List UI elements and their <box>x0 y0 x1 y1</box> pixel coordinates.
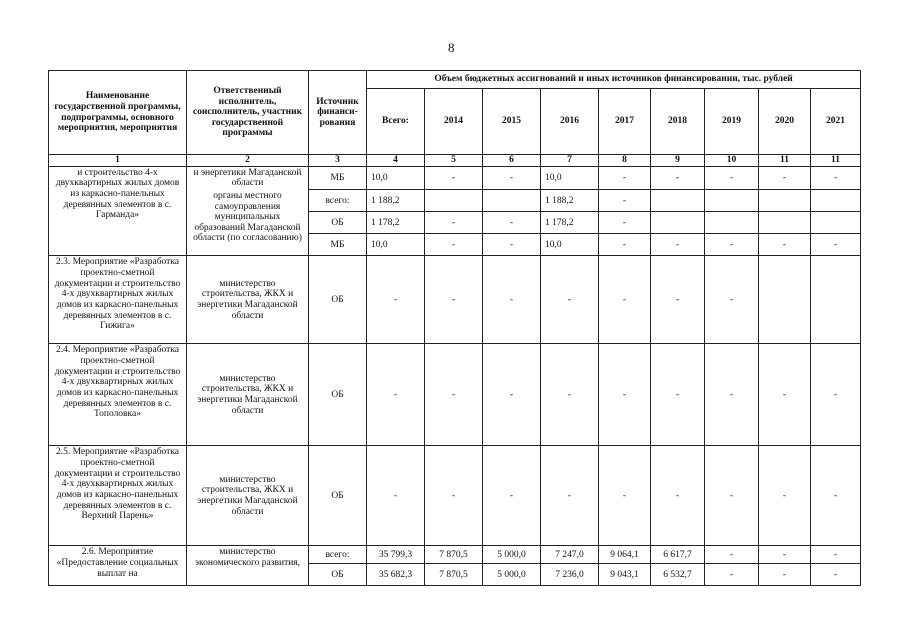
col-number: 3 <box>309 155 367 167</box>
value-cell: - <box>759 166 811 190</box>
value-cell: - <box>425 234 483 256</box>
value-cell: - <box>425 166 483 190</box>
funding-source: МБ <box>309 234 367 256</box>
activity-name: 2.4. Мероприятие «Разработка проектно-сметной документации и строительство 4-х двухквартирных жилых домов из каркасно-панельных деревянных элементов в с. Тополовка» <box>49 344 187 446</box>
value-cell: - <box>651 256 705 344</box>
value-cell: 5 000,0 <box>483 546 541 564</box>
funding-source: ОБ <box>309 344 367 446</box>
value-cell: - <box>811 344 861 446</box>
value-cell: - <box>483 212 541 234</box>
header-executor: Ответственный исполнитель, соисполнитель, участник государственной программы <box>187 71 309 155</box>
value-cell <box>705 212 759 234</box>
funding-source: ОБ <box>309 564 367 586</box>
value-cell <box>651 190 705 212</box>
col-number: 11 <box>759 155 811 167</box>
value-cell <box>651 212 705 234</box>
value-cell: - <box>705 446 759 546</box>
value-cell: - <box>599 190 651 212</box>
funding-source: ОБ <box>309 212 367 234</box>
activity-name: и строительство 4-х двухквартирных жилых домов из каркасно-панельных деревянных элементов в с. Гарманда» <box>49 166 187 256</box>
table-row <box>49 546 861 564</box>
funding-source: ОБ <box>309 256 367 344</box>
value-cell <box>425 190 483 212</box>
value-total: 10,0 <box>367 234 425 256</box>
header-source: Источник финанси-рования <box>309 71 367 155</box>
page-number: 8 <box>448 40 455 55</box>
header-year: 2018 <box>651 89 705 155</box>
col-number: 10 <box>705 155 759 167</box>
col-number: 2 <box>187 155 309 167</box>
value-cell: - <box>599 344 651 446</box>
value-cell: - <box>599 256 651 344</box>
col-number: 7 <box>541 155 599 167</box>
value-cell <box>811 212 861 234</box>
value-cell: - <box>705 564 759 586</box>
col-number: 4 <box>367 155 425 167</box>
header-funding: Объем бюджетных ассигнований и иных источников финансировании, тыс. рублей <box>367 71 861 89</box>
funding-source: ОБ <box>309 446 367 546</box>
value-cell: - <box>425 212 483 234</box>
value-cell: - <box>599 446 651 546</box>
col-number: 9 <box>651 155 705 167</box>
value-total: 1 188,2 <box>367 190 425 212</box>
header-year: 2016 <box>541 89 599 155</box>
header-year: 2017 <box>599 89 651 155</box>
activity-name: 2.6. Мероприятие «Предоставление социальных выплат на <box>49 546 187 586</box>
value-cell: - <box>651 234 705 256</box>
value-cell: - <box>811 234 861 256</box>
header-year: 2020 <box>759 89 811 155</box>
table-row <box>49 166 861 190</box>
value-cell: - <box>483 344 541 446</box>
col-number: 6 <box>483 155 541 167</box>
value-cell: 7 247,0 <box>541 546 599 564</box>
value-cell: - <box>705 256 759 344</box>
value-cell: 1 188,2 <box>541 190 599 212</box>
funding-source: всего: <box>309 190 367 212</box>
budget-table <box>48 70 861 586</box>
table-row <box>49 344 861 446</box>
value-cell: - <box>651 446 705 546</box>
value-cell: - <box>705 546 759 564</box>
value-cell: - <box>705 344 759 446</box>
value-cell: - <box>599 234 651 256</box>
value-cell: - <box>425 446 483 546</box>
value-cell: - <box>425 344 483 446</box>
executor: органы местного самоуправления муниципальных образований Магаданской области (по согласованию) <box>187 190 309 256</box>
header-year: 2019 <box>705 89 759 155</box>
value-cell: - <box>651 166 705 190</box>
value-cell: - <box>759 446 811 546</box>
executor: министерство строительства, ЖКХ и энергетики Магаданской области <box>187 446 309 546</box>
value-cell: 7 870,5 <box>425 546 483 564</box>
value-cell: - <box>811 166 861 190</box>
value-cell: 6 532,7 <box>651 564 705 586</box>
value-total: 35 682,3 <box>367 564 425 586</box>
col-number: 11 <box>811 155 861 167</box>
value-cell: - <box>425 256 483 344</box>
header-year: 2021 <box>811 89 861 155</box>
value-cell: - <box>541 256 599 344</box>
value-cell: - <box>651 344 705 446</box>
value-cell <box>483 190 541 212</box>
value-total: - <box>367 344 425 446</box>
table-row <box>49 446 861 546</box>
value-cell: - <box>811 564 861 586</box>
value-cell <box>811 190 861 212</box>
activity-name: 2.5. Мероприятие «Разработка проектно-сметной документации и строительство 4-х двухквартирных жилых домов из каркасно-панельных деревянных элементов в с. Верхний Парень» <box>49 446 187 546</box>
value-cell <box>759 212 811 234</box>
value-cell: - <box>759 234 811 256</box>
header-year: 2014 <box>425 89 483 155</box>
value-cell: - <box>705 166 759 190</box>
executor: министерство строительства, ЖКХ и энергетики Магаданской области <box>187 344 309 446</box>
value-cell <box>759 256 811 344</box>
value-cell: 10,0 <box>541 166 599 190</box>
col-number: 1 <box>49 155 187 167</box>
funding-source: МБ <box>309 166 367 190</box>
col-number: 8 <box>599 155 651 167</box>
value-total: 1 178,2 <box>367 212 425 234</box>
value-cell: - <box>483 256 541 344</box>
value-cell: 7 236,0 <box>541 564 599 586</box>
funding-source: всего: <box>309 546 367 564</box>
value-total: - <box>367 446 425 546</box>
value-cell <box>811 256 861 344</box>
executor: министерство строительства, ЖКХ и энергетики Магаданской области <box>187 256 309 344</box>
column-number-row <box>49 155 861 167</box>
value-cell: - <box>483 234 541 256</box>
activity-name: 2.3. Мероприятие «Разработка проектно-сметной документации и строительство 4-х двухквартирных жилых домов из каркасно-панельных деревянных элементов в с. Гижига» <box>49 256 187 344</box>
value-cell: - <box>541 344 599 446</box>
table-row <box>49 256 861 344</box>
value-cell <box>759 190 811 212</box>
value-cell: 5 000,0 <box>483 564 541 586</box>
value-cell: - <box>599 166 651 190</box>
value-cell: - <box>541 446 599 546</box>
value-cell: 7 870,5 <box>425 564 483 586</box>
value-cell: - <box>759 344 811 446</box>
value-cell: 9 064,1 <box>599 546 651 564</box>
col-number: 5 <box>425 155 483 167</box>
value-cell: 6 617,7 <box>651 546 705 564</box>
header-name: Наименование государственной программы, подпрограммы, основного мероприятия, мероприятия <box>49 71 187 155</box>
value-cell: 9 043,1 <box>599 564 651 586</box>
value-cell: - <box>599 212 651 234</box>
value-cell: - <box>705 234 759 256</box>
executor: министерство экономического развития, <box>187 546 309 586</box>
value-total: 35 799,3 <box>367 546 425 564</box>
value-cell: 10,0 <box>541 234 599 256</box>
value-cell <box>705 190 759 212</box>
value-cell: - <box>811 446 861 546</box>
value-cell: - <box>759 564 811 586</box>
value-cell: - <box>811 546 861 564</box>
value-cell: 1 178,2 <box>541 212 599 234</box>
value-total: 10,0 <box>367 166 425 190</box>
header-total: Всего: <box>367 89 425 155</box>
value-cell: - <box>483 446 541 546</box>
header-year: 2015 <box>483 89 541 155</box>
value-total: - <box>367 256 425 344</box>
executor: и энергетики Магаданской области <box>187 166 309 190</box>
value-cell: - <box>759 546 811 564</box>
value-cell: - <box>483 166 541 190</box>
